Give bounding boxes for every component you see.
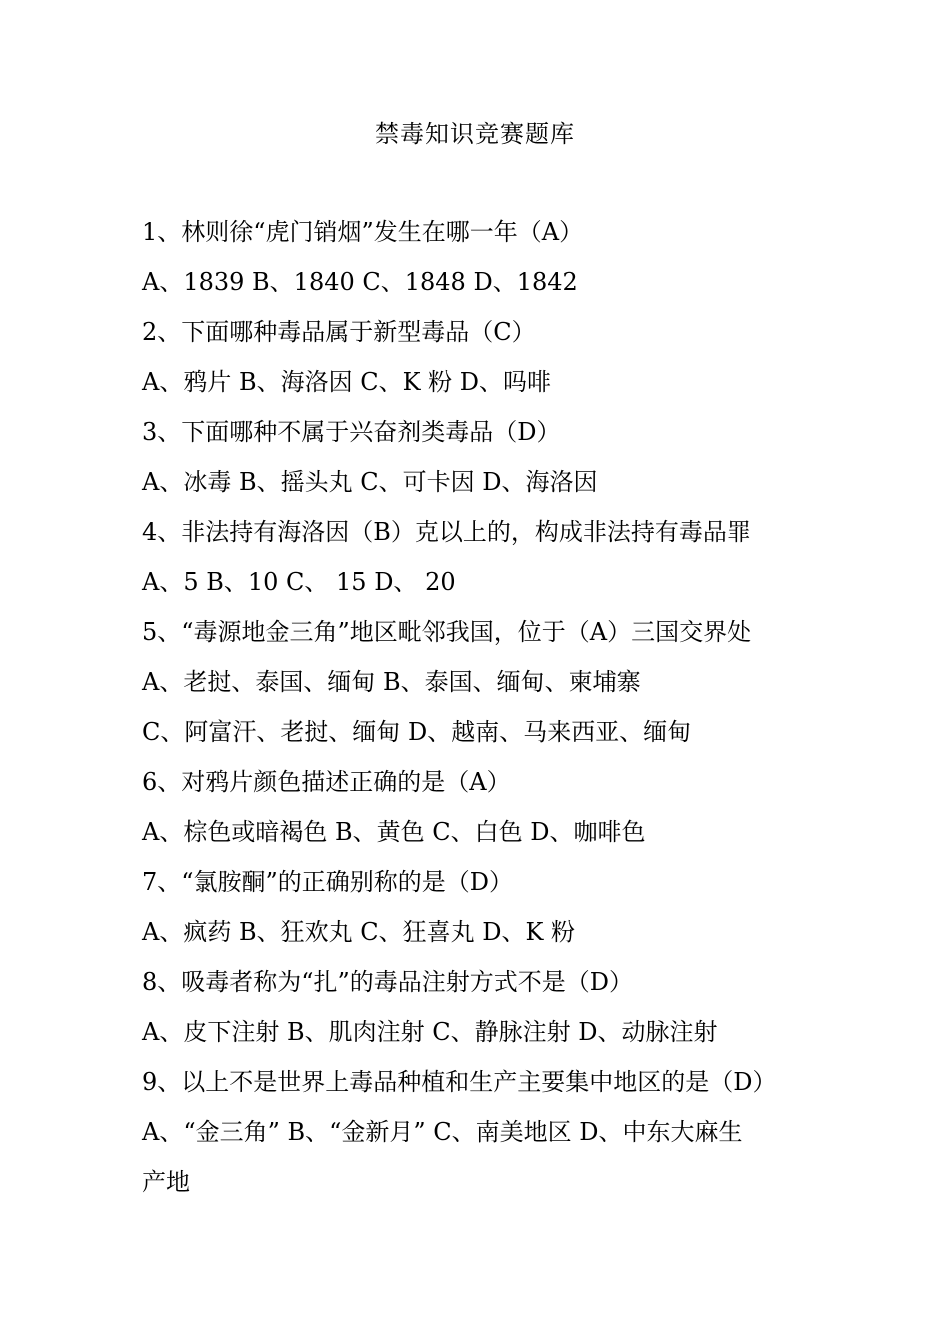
question-5: 5、“毒源地金三角”地区毗邻我国，位于（A）三国交界处 <box>142 618 752 646</box>
question-9-options: A、“金三角” B、“金新月” C、南美地区 D、中东大麻生 <box>142 1118 743 1146</box>
question-8: 8、吸毒者称为“扎”的毒品注射方式不是（D） <box>142 968 634 996</box>
question-5-options-ab: A、老挝、泰国、缅甸 B、泰国、缅甸、柬埔寨 <box>142 668 641 696</box>
question-4-options: A、5 B、10 C、 15 D、 20 <box>142 568 456 596</box>
question-2-options: A、鸦片 B、海洛因 C、K 粉 D、吗啡 <box>142 368 552 396</box>
question-1: 1、林则徐“虎门销烟”发生在哪一年（A） <box>142 218 584 246</box>
question-5-options-cd: C、阿富汗、老挝、缅甸 D、越南、马来西亚、缅甸 <box>142 718 692 746</box>
question-4: 4、非法持有海洛因（B）克以上的，构成非法持有毒品罪 <box>142 518 751 546</box>
question-2: 2、下面哪种毒品属于新型毒品（C） <box>142 318 536 346</box>
question-list <box>142 214 822 1214</box>
question-6: 6、对鸦片颜色描述正确的是（A） <box>142 768 511 796</box>
question-3-options: A、冰毒 B、摇头丸 C、可卡因 D、海洛因 <box>142 468 598 496</box>
question-9: 9、以上不是世界上毒品种植和生产主要集中地区的是（D） <box>142 1068 777 1096</box>
question-9-options-continued: 产地 <box>142 1168 190 1196</box>
question-7: 7、“氯胺酮”的正确别称的是（D） <box>142 868 514 896</box>
question-7-options: A、疯药 B、狂欢丸 C、狂喜丸 D、K 粉 <box>142 918 576 946</box>
question-6-options: A、棕色或暗褐色 B、黄色 C、白色 D、咖啡色 <box>142 818 646 846</box>
document-title: 禁毒知识竞赛题库 <box>375 120 575 148</box>
question-1-options: A、1839 B、1840 C、1848 D、1842 <box>142 268 578 296</box>
question-3: 3、下面哪种不属于兴奋剂类毒品（D） <box>142 418 561 446</box>
question-8-options: A、皮下注射 B、肌肉注射 C、静脉注射 D、动脉注射 <box>142 1018 718 1046</box>
